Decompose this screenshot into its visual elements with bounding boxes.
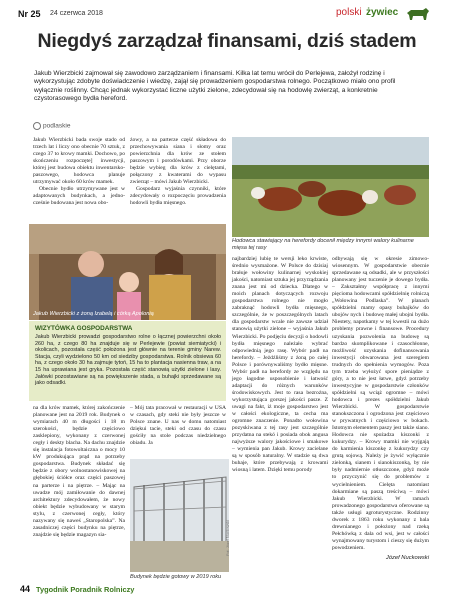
footer-brand: Tygodnik Poradnik Rolniczy — [36, 585, 135, 594]
building-photo-image — [130, 459, 229, 572]
cattle-photo — [232, 137, 429, 237]
author: Józef Nuckowski — [385, 555, 429, 561]
col2-text — [130, 137, 226, 207]
col2b-text: – Mój tata pracował w restauracji w USA w czasach, gdy steki nie były jeszcze w Polsce znane. U nas w domu natomiast dziękui tacie, steki od czasu do czasu gościły na stole podczas niedzielnego obiadu. Ja — [130, 405, 226, 447]
building-photo — [130, 459, 229, 572]
cattle-photo-caption: Hodowca stawiający na herefordy docenił między innymi walory kulinarne mięsa tej rasy — [232, 238, 414, 251]
region-tag — [33, 122, 70, 130]
col1-paragraph-2: Obecnie bydło utrzymywane jest w adaptowanych budynkach, a jednocześnie budowana jest nowa obo- — [33, 186, 125, 207]
brand-zywiec: żywiec — [366, 7, 399, 18]
col1b-text: na dla krów mamek, której zakończenie planowane jest na 2019 rok. Budynek o wymiarach 40 m długości i 18 m szerokości, będzie częściowo zasklepiony, wykonany z czerwonej cegły i deskty blacha. Na dachu znajdzie się instalacja fotowoltaiczna o mocy 10 kW produkująca prąd na potrzeby gospodarstwa. Budynek składać się będzie z obory wolnostanowiskowej na głębokiej ściółce oraz części paszowej na parterze i na piętrze. – Mając na uwadze mój zamiłowanie do dawnej architektury zdecydowałem, że nowy obiekt będzie wybudowany w starym stylu, z czerwonej cegły, który nazywany się naweś „Staropolska”. Na zasadniczej części budynku na piętrze, znajdzie się będzie magazyn sia- — [33, 405, 125, 538]
family-photo-caption: Jakub Wierzbicki z żoną Izabelą i córką Apolonią — [33, 311, 154, 317]
col2-paragraph-2: Gospodarz wyjaśnia czynniki, które zdecydowały o rozpoczęciu prowadzenia hodowli bydła mięsnego. — [130, 186, 226, 207]
cattle-photo-image — [232, 137, 429, 237]
page-number: 44 — [20, 584, 31, 594]
article-title: Niegdyś zarządzał finansami, dziś stadem — [37, 30, 417, 52]
photo-credit: Fot. Józef Nuckowski — [226, 520, 230, 556]
col1-paragraph-1: Jakub Wierzbicki bada swoje stado od trzech lat i liczy ono obecnie 70 sztuk, z czego 37 to krowy mamki. Dochowo, po skończeniu rozpoczęte] inwestycji, której jest budowa obiektu inwentarsko-paszowego, hodowca planuje utrzymywać około 60 krów mamek. — [33, 137, 125, 186]
col4-text: odbywają się w okresie zimowo-wiosennym. W gospodarstwie obecnie sprzedawane są odsadki, ale w przyszłości planowany jest tuczenie je dowego bydła. – Zakształmy współpracę z innymi pięcioma hodowcami spółdzielnię rolniczą „Wołowina Podlaska”. W planach spółdzielni mamy opasy buhajków do ubojów nych i budowę małej ubojni bydła. Niestety, napotkamy w tej kwestii na dużo problemy prawne i finansowe. Procedury uzyskania pozwolenia na budowę są bardzo skomplikowane i czasochłonne, możliwość uzyskania dofinansowania inwestycji obwarowana jest szeregiem trudnych do spełnienia wymogów. Poza tym trzeba wyłożyć spore pieniądze z góry, a to nie jest łatwe, gdyż potrzeby inwestycyjne w gospodarstwie członków spółdzielni są wciąż ogromne – mówi hodowca i prezes spółdzielni Jakub Wierzbicki. W gospodarstwie stanokszczona i ogrodzona jest częściowo w prywatnych i częściowo w bokach. Istotnym elementem paszy jest także siano. Hodowca nie spożadza kiszonki z kukurydzy. – Krowy mamki nie wyjgają do karmienia kiszonkę z kukurydzy czy grutą sojową. Należy je żywić wyłącznie zielonką, sianem i sianokiszonką, by nie były nadmiernie otłuszczone, gdyż może to przyczynić się do problemów z wycielnieniem. Cielęta natomiast dokarmiane są paszą treściwą – mówi Jakub Wierzbicki. W ramach prowadzonego gospodarstwa oferowane są także usługi agroturystyczne. Rodzinny dworek z 1863 roku wykonany z bala drewnianego i położony nad rzeką Pełchówką z dala od wsi, jest w całości wynajmowany turystom i cieszy się dużym powodzeniem. — [332, 256, 429, 551]
farm-info-text: Jakub Wierzbicki prowadzi gospodarstwo rolne o łącznej powierzchni około 260 ha, z czego 80 ha znajduje się w Perlejewie (powiat siemiatycki) i okolicach, pozostała część położona jest głównie na terenie gminy Narew. Stacja, czyli wydzielono 50 km od siedziby gospodarstwa. Rolnik obsiewa 60 ha, z czego około 30 ha zajmuje tytoń, 15 ha to plantacja nasienna traw, a na 15 ha uprawiana jest gryka. Pozostała część stanowią użytki zielone i lasy. Jałówki pozostawiane są na powiększenie stada, a buhajki sprzedawane są jako odsadki. — [35, 334, 221, 387]
farm-info-box — [29, 321, 226, 401]
building-photo-caption: Budynek będzie gotowy w 2019 roku — [130, 574, 222, 580]
col3-text: najbardziej lubię te wersji leko krwiste, średnio wysmażone. W Polsce do dzisiaj brałuje wołowiny kulinarnej wyskokiej jakości, natomiast sztuka jej przyrządzania znana jest mi od dziecka. Dlatego w moich planach dotyczących rozwoju gospodarstwa rolnego nie mogło zabraknąć hodowli bydła mięsnego, szczególnie, że w poszczególnych latach dla gospodarstw wcale nie zawsze udział stanowią użytki zielone – wyjaśnia Jakub Wierzbicki. Po podjęciu decyzji o hodowli bydła mięsnego należało wybrać odpowiednią jego rasę. Wybór padł na herefordy. – Jeżdżliśmy z żoną po całej Polsce i porównywaliśmy bydło mięsne. Wybór padł na herefordy ze względu na jego łagodne usposobienie i łatwość adaptacji do różnych warunków środowiskowych. Jest to rasa bezrożna, wykorzystująca gorszej jakości pasze. Z uwagi na fakt, iż moje gospodarstwo jest w całości ekologiczne, ta cecha ma ogromne znaczenie. Ponadto wołowina pozyskiwana z tej rasy jest szczególnie przydatna na stekó i posiada obok angusa najwyższe walory jakościowe i smakowe – wymienia pan Jakub. Krowy zacielane są w sposób naturalny. W stadzie są dwa buhaje, które przebywają z krowami wiosną i latem. Dzięki temu porody — [232, 256, 328, 474]
col1-text — [33, 137, 125, 207]
brand-polski: polski — [336, 7, 362, 18]
col2-paragraph-1: żowy, a na parterze część składowa do przechowywania siana i słomy oraz powierzchnia dla krów ze stołem paszowym i porodówkami. Przy oborze będzie wybieg dla krów z cielętami, połączony z kwaterami do wypasu zwierząt – mówi Jakub Wierzbicki. — [130, 137, 226, 186]
issue-date: 24 czerwca 2018 — [50, 10, 103, 17]
cow-icon — [405, 5, 431, 23]
farm-info-title: WIZYTÓWKA GOSPODARSTWA — [35, 325, 133, 332]
page-header — [0, 0, 454, 32]
region-label: podlaskie — [43, 122, 71, 130]
location-icon — [33, 122, 41, 130]
article-lead: Jakub Wierzbicki zajmował się zawodowo zarządzaniem i finansami. Kilka lat temu wrócił do Perlejewa, założył rodzinę i wykorzystując zdobyte doświadczenie i wiedzę, zajął się prowadzeniem gospodarstwa rolnego. Początkowo miało ono profil wyłącznie roślinny. Chcąc jednak wykorzystać liczne użytki zielone, zdecydował się na hodowlę zwierząt, a konkretnie czystorasowego bydła hereford. — [34, 70, 396, 102]
family-photo — [29, 224, 226, 320]
issue-number: Nr 25 — [18, 9, 41, 19]
family-photo-image — [29, 224, 226, 320]
